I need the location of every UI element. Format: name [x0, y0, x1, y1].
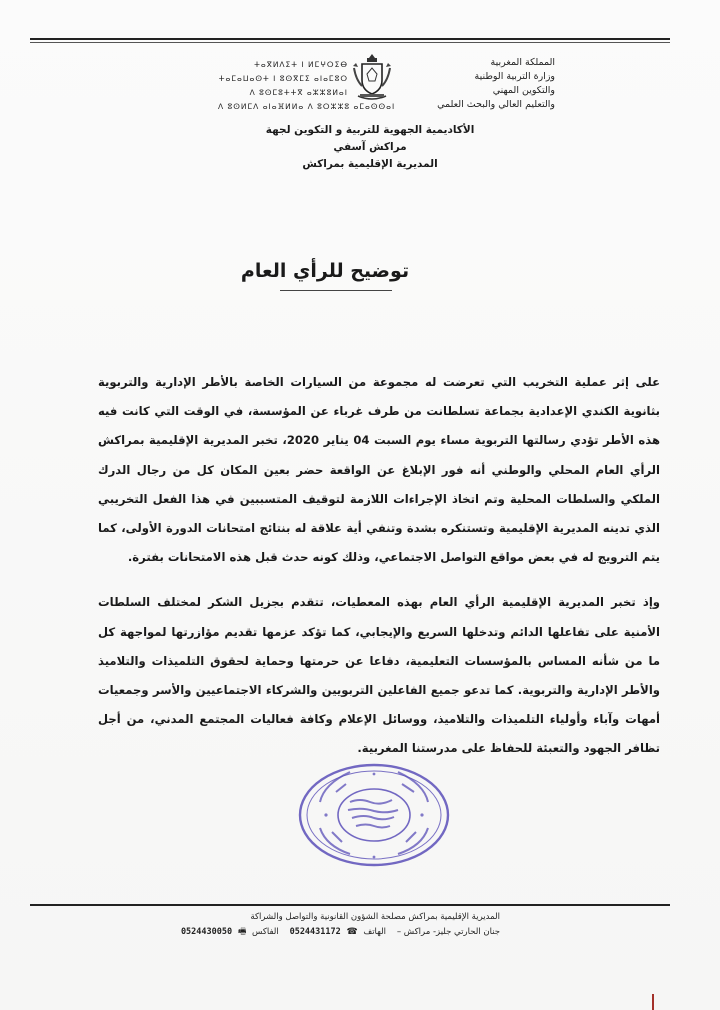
header-line: وزارة التربية الوطنية [474, 71, 555, 82]
title-underline [280, 290, 392, 291]
tifinagh-header [218, 58, 396, 114]
letter-body [98, 368, 660, 764]
bottom-divider [30, 904, 670, 906]
header-line: والتعليم العالي والبحث العلمي [437, 99, 555, 110]
red-mark [652, 994, 654, 1010]
footer-contacts [180, 925, 500, 940]
academy-header [250, 122, 490, 173]
fax-icon: 🖷 [237, 927, 247, 937]
body-paragraph-1: على إثر عملية التخريب التي تعرضت له مجموعة من السيارات الخاصة بالأطر الإدارية والتربوية بثانوية الكندي الإعدادية بجماعة تسلطانت من طرف غرباء عن المؤسسة، في الوقت التي كانت فيه هذه الأطر تؤدي رسالتها التربوية مساء يوم السبت 04 يناير 2020، تخبر المديرية الإقليمية بمراكش الرأي العام المحلي والوطني أنه فور الإبلاغ عن الواقعة حضر بعين المكان كل من رجال الدرك الملكي والسلطات المحلية وتم اتخاذ الإجراءات اللازمة لتوقيف المتسببين في هذا الفعل التخريبي الذي تدينه المديرية الإقليمية وتستنكره بشدة وتنفي أية علاقة له بنتائج امتحانات الدورة الأولى، كما يتم الترويج له في بعض مواقع التواصل الاجتماعي، وذلك كونه حدث قبل هذه الامتحانات بفترة. [98, 375, 661, 565]
phone-label: الهاتف [363, 927, 387, 937]
phone-number: 0524431172 [289, 927, 341, 937]
tifinagh-line: ⵜⴰⵎⴰⵡⴰⵙⵜ ⵏ ⵓⵙⴳⵎⵉ ⴰⵏⴰⵎⵓⵔ [218, 74, 348, 83]
tifinagh-line: ⴷ ⵓⵙⵍⵎⴷ ⴰⵏⴰⴼⵍⵍⴰ ⴷ ⵓⵔⵣⵣⵓ ⴰⵎⴰⵙⵙⴰⵏ [218, 102, 396, 111]
academy-name: الأكاديمية الجهوية للتربية و التكوين لجهة مراكش آسفي [265, 124, 475, 153]
top-divider [30, 38, 670, 40]
phone-icon: ☎ [346, 927, 358, 937]
royal-emblem-icon [350, 52, 394, 102]
tifinagh-line: ⵜⴰⴳⵍⴷⵉⵜ ⵏ ⵍⵎⵖⵔⵉⴱ [254, 60, 348, 69]
footer [180, 910, 500, 940]
arabic-header [405, 56, 555, 112]
header-line: المملكة المغربية [490, 57, 555, 68]
fax-number: 0524430050 [180, 927, 233, 937]
official-stamp-icon [296, 762, 452, 868]
footer-address: جنان الحارتي جليز- مراكش – [396, 927, 500, 937]
header-line: والتكوين المهني [492, 85, 555, 96]
tifinagh-line: ⴷ ⵓⵙⵎⵓⵜⵜⴳ ⴰⵣⵣⵓⵍⴰⵏ [249, 88, 348, 97]
top-divider-thin [30, 42, 670, 43]
body-paragraph-2: وإذ تخبر المديرية الإقليمية الرأي العام بهذه المعطيات، تتقدم بجزيل الشكر لمختلف السلطات الأمنية على تفاعلها الدائم وتدخلها السريع والإيجابي، كما تؤكد عزمها تقديم مؤازرتها لمواجهة كل ما من شأنه المساس بالمؤسسات التعليمية، دفاعا عن حرمتها وحماية لحقوق التلميذات والتلاميذ والأطر الإدارية والتربوية. كما تدعو جميع الفاعلين التربويين والشركاء الاجتماعيين والأسر وجمعيات أمهات وآباء وأولياء التلميذات والتلاميذ، ووسائل الإعلام وكافة فعاليات المجتمع المدني، من أجل تظافر الجهود والتعبئة للحفاظ على مدرستنا المغربية. [98, 595, 660, 756]
directorate-name: المديرية الإقليمية بمراكش [302, 158, 438, 170]
footer-department: المديرية الإقليمية بمراكش مصلحة الشؤون القانونية والتواصل والشراكة [250, 912, 500, 922]
fax-label: الفاكس [252, 927, 279, 937]
document-title: توضيح للرأي العام [240, 260, 410, 282]
